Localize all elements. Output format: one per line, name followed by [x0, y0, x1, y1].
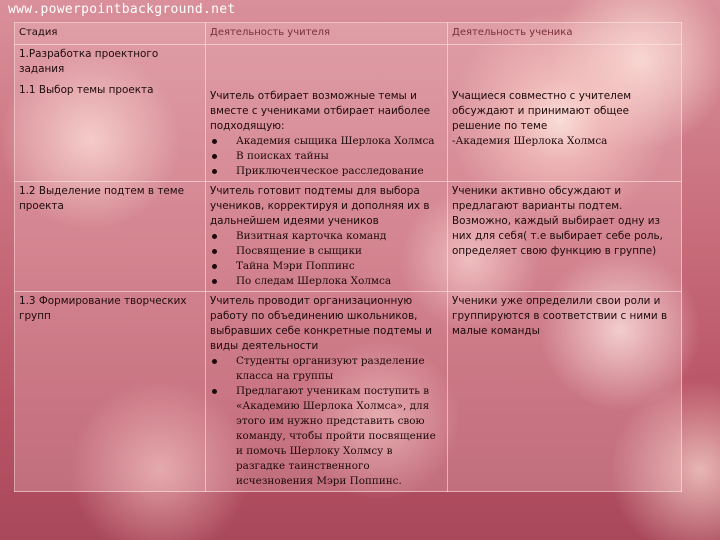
header-teacher: Деятельность учителя	[206, 23, 448, 45]
stage-cell	[15, 45, 206, 182]
stage-title: 1.1 Выбор темы проекта	[19, 84, 154, 96]
teacher-cell	[206, 292, 448, 492]
stage-cell	[15, 292, 206, 492]
list-item: Тайна Мэри Поппинс	[210, 259, 443, 274]
student-text: Учащиеся совместно с учителем обсуждают и принимают общее решение по теме	[452, 90, 632, 132]
teacher-bullets	[210, 229, 443, 289]
student-extra: -Академия Шерлока Холмса	[452, 135, 608, 147]
stage-cell	[15, 182, 206, 292]
table-row	[15, 45, 682, 182]
teacher-bullets	[210, 354, 443, 489]
stage-title: 1.2 Выделение подтем в теме проекта	[19, 185, 185, 212]
list-item: Приключенческое расследование	[210, 164, 443, 179]
student-cell	[448, 182, 682, 292]
stage-group-title: 1.Разработка проектного задания	[19, 48, 159, 75]
list-item: Посвящение в сыщики	[210, 244, 443, 259]
header-student: Деятельность ученика	[448, 23, 682, 45]
stage-title: 1.3 Формирование творческих групп	[19, 295, 187, 322]
teacher-text: Учитель отбирает возможные темы и вместе с учениками отбирает наиболее подходящую:	[210, 90, 430, 132]
list-item: Визитная карточка команд	[210, 229, 443, 244]
student-text: Ученики активно обсуждают и предлагают варианты подтем. Возможно, каждый выбирает одну из них для себя( т.е выбирает себе роль, определяет свою функцию в группе)	[452, 185, 663, 257]
teacher-cell	[206, 182, 448, 292]
teacher-text: Учитель готовит подтемы для выбора учеников, корректируя и дополняя их в дальнейшем идеями учеников	[210, 185, 430, 227]
table-row	[15, 182, 682, 292]
teacher-cell	[206, 45, 448, 182]
watermark-url: www.powerpointbackground.net	[8, 2, 236, 17]
table-header-row	[15, 23, 682, 45]
student-cell	[448, 292, 682, 492]
teacher-bullets	[210, 134, 443, 179]
student-cell	[448, 45, 682, 182]
student-text: Ученики уже определили свои роли и группируются в соответствии с ними в малые команды	[452, 295, 668, 337]
list-item: Предлагают ученикам поступить в «Академию Шерлока Холмса», для этого им нужно представить свою команду, чтобы пройти посвящение и помочь Шерлоку Холмсу в разгадке таинственного исчезновения Мэри Поппинс.	[210, 384, 443, 489]
header-stage: Стадия	[15, 23, 206, 45]
table-row	[15, 292, 682, 492]
list-item: По следам Шерлока Холмса	[210, 274, 443, 289]
project-stages-table	[14, 22, 682, 492]
list-item: В поисках тайны	[210, 149, 443, 164]
list-item: Академия сыщика Шерлока Холмса	[210, 134, 443, 149]
list-item: Студенты организуют разделение класса на группы	[210, 354, 443, 384]
teacher-text: Учитель проводит организационную работу по объединению школьников, выбравших себе конкретные подтемы и виды деятельности	[210, 295, 433, 352]
